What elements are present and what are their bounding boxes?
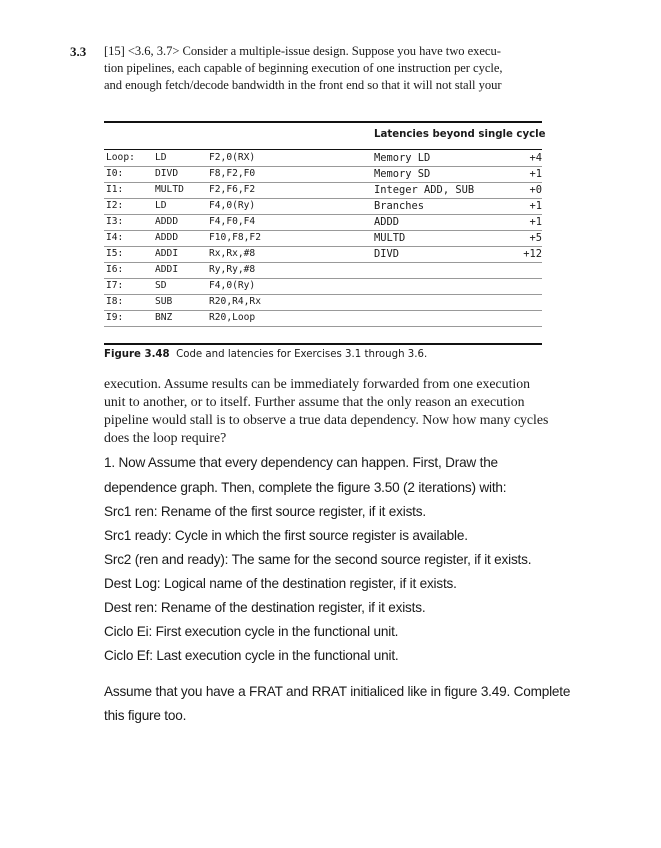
instruction-line: Src1 ready: Cycle in which the first source register is available. — [104, 528, 468, 543]
code-args: F2,0(RX) — [209, 152, 256, 163]
table-row — [104, 214, 542, 230]
latency-name: MULTD — [374, 232, 406, 244]
table-row — [104, 198, 542, 214]
code-op: BNZ — [155, 312, 173, 323]
instruction-line: Ciclo Ef: Last execution cycle in the functional unit. — [104, 648, 399, 663]
instruction-line: Ciclo Ei: First execution cycle in the functional unit. — [104, 624, 399, 639]
table-row — [104, 166, 542, 182]
figure-table — [104, 121, 546, 346]
figure-caption-label: Figure 3.48 — [104, 349, 170, 360]
code-args: Ry,Ry,#8 — [209, 264, 256, 275]
table-row — [104, 262, 542, 278]
instruction-line: Src2 (ren and ready): The same for the second source register, if it exists. — [104, 552, 532, 567]
table-row — [104, 150, 542, 166]
code-label: I4: — [106, 232, 124, 243]
instruction-line: Dest Log: Logical name of the destination register, if it exists. — [104, 576, 457, 591]
table-top-rule — [104, 121, 542, 123]
code-label: I0: — [106, 168, 124, 179]
code-args: F4,F0,F4 — [209, 216, 256, 227]
latency-value: +1 — [529, 200, 542, 212]
latency-value: +4 — [529, 152, 542, 164]
table-row — [104, 294, 542, 310]
body-text-line: pipeline would stall is to observe a true data dependency. Now how many cycles — [104, 412, 549, 427]
code-op: LD — [155, 152, 167, 163]
exercise-text-line: [15] <3.6, 3.7> Consider a multiple-issue design. Suppose you have two execu- — [104, 44, 501, 58]
latency-name: Integer ADD, SUB — [374, 184, 475, 196]
code-args: F2,F6,F2 — [209, 184, 256, 195]
table-row — [104, 246, 542, 262]
code-op: ADDI — [155, 264, 179, 275]
table-row — [104, 230, 542, 246]
exercise-text-line: and enough fetch/decode bandwidth in the front end so that it will not stall your — [104, 78, 502, 92]
exercise-text-line: tion pipelines, each capable of beginning execution of one instruction per cycle, — [104, 61, 503, 75]
final-note-line: this figure too. — [104, 708, 187, 723]
row-divider — [104, 326, 542, 327]
row-divider — [104, 294, 542, 295]
code-label: I1: — [106, 184, 124, 195]
code-args: F4,0(Ry) — [209, 200, 256, 211]
body-text-line: unit to another, or to itself. Further assume that the only reason an execution — [104, 394, 525, 409]
code-args: R20,Loop — [209, 312, 256, 323]
code-args: F4,0(Ry) — [209, 280, 256, 291]
code-label: I5: — [106, 248, 124, 259]
row-divider — [104, 310, 542, 311]
instruction-line: Src1 ren: Rename of the first source register, if it exists. — [104, 504, 426, 519]
code-op: ADDD — [155, 216, 179, 227]
code-label: I7: — [106, 280, 124, 291]
latency-value: +12 — [523, 248, 542, 260]
code-op: DIVD — [155, 168, 179, 179]
code-label: Loop: — [106, 152, 135, 163]
code-label: I2: — [106, 200, 124, 211]
figure-caption — [104, 349, 427, 360]
table-row — [104, 182, 542, 198]
row-divider — [104, 182, 542, 183]
table-row — [104, 278, 542, 294]
row-divider — [104, 230, 542, 231]
latency-name: Branches — [374, 200, 425, 212]
latency-name: DIVD — [374, 248, 400, 260]
code-op: SUB — [155, 296, 173, 307]
code-args: F10,F8,F2 — [209, 232, 261, 243]
code-label: I6: — [106, 264, 124, 275]
latency-value: +0 — [529, 184, 542, 196]
latency-value: +5 — [529, 232, 542, 244]
code-op: ADDI — [155, 248, 179, 259]
latency-name: Memory LD — [374, 152, 431, 164]
code-op: ADDD — [155, 232, 179, 243]
instruction-line: dependence graph. Then, complete the figure 3.50 (2 iterations) with: — [104, 480, 507, 495]
latency-value: +1 — [529, 168, 542, 180]
code-args: F8,F2,F0 — [209, 168, 256, 179]
code-args: Rx,Rx,#8 — [209, 248, 256, 259]
final-note-line: Assume that you have a FRAT and RRAT initialiced like in figure 3.49. Complete — [104, 684, 571, 699]
instruction-line: 1. Now Assume that every dependency can happen. First, Draw the — [104, 455, 498, 470]
latency-name: Memory SD — [374, 168, 431, 180]
latency-header: Latencies beyond single cycle — [374, 129, 546, 140]
code-op: LD — [155, 200, 167, 211]
row-divider — [104, 278, 542, 279]
code-args: R20,R4,Rx — [209, 296, 261, 307]
row-divider — [104, 166, 542, 167]
row-divider — [104, 198, 542, 199]
code-op: MULTD — [155, 184, 184, 195]
code-label: I3: — [106, 216, 124, 227]
instruction-line: Dest ren: Rename of the destination register, if it exists. — [104, 600, 426, 615]
code-label: I9: — [106, 312, 124, 323]
latency-value: +1 — [529, 216, 542, 228]
figure-caption-text: Code and latencies for Exercises 3.1 through 3.6. — [176, 349, 428, 360]
table-bottom-rule — [104, 343, 542, 345]
row-divider — [104, 262, 542, 263]
code-label: I8: — [106, 296, 124, 307]
exercise-number: 3.3 — [70, 44, 87, 59]
latency-name: ADDD — [374, 216, 400, 228]
table-row — [104, 310, 542, 326]
row-divider — [104, 214, 542, 215]
body-text-line: does the loop require? — [104, 430, 227, 445]
row-divider — [104, 246, 542, 247]
code-op: SD — [155, 280, 167, 291]
body-text-line: execution. Assume results can be immediately forwarded from one execution — [104, 376, 531, 391]
